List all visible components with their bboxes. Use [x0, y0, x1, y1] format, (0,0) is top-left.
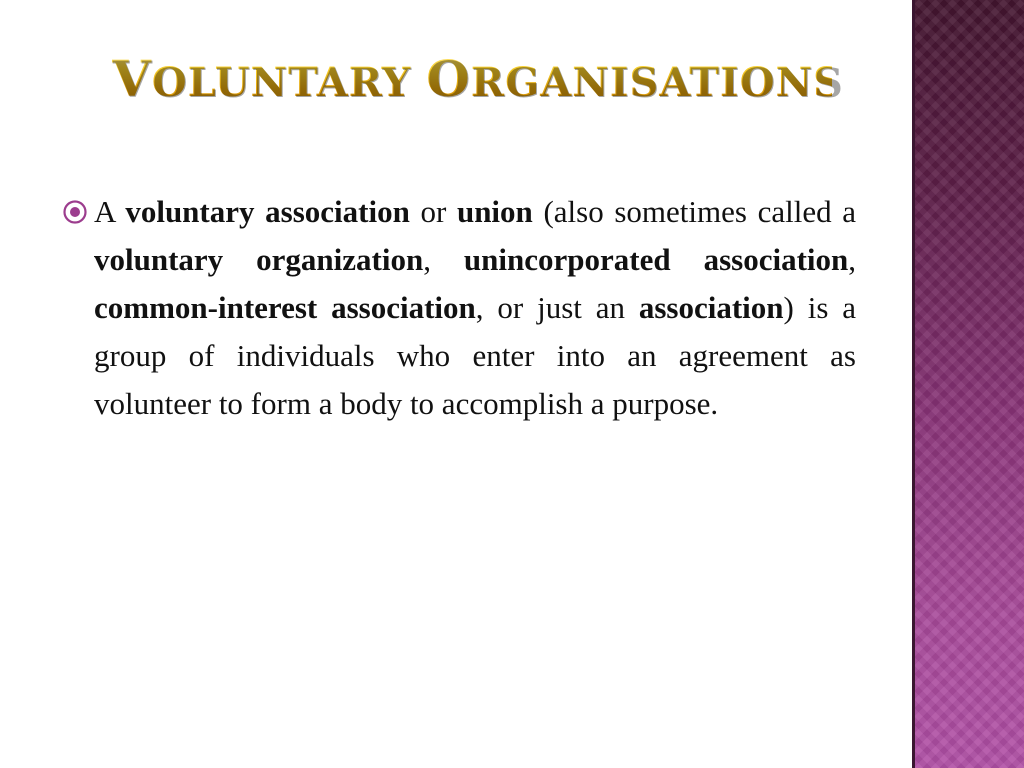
title-initial-v: V: [112, 49, 152, 108]
text-run-8: ,: [848, 242, 856, 277]
title-initial-o: O: [426, 49, 471, 108]
text-run-0: A: [94, 194, 126, 229]
term-unincorporated-association: unincorporated association: [463, 242, 849, 277]
term-voluntary-organization: voluntary organization: [94, 242, 424, 277]
slide-content: [62, 188, 856, 428]
text-run-6: ,: [423, 242, 464, 277]
bullet-item: [62, 188, 856, 428]
text-run-12: ) is a group of individuals who enter into an agreement as volunteer to form a body to accomplish a purpose.: [94, 290, 857, 421]
slide-title: [112, 44, 843, 114]
circled-dot-icon: [62, 199, 88, 225]
term-common-interest-association: common-interest association: [94, 290, 476, 325]
decorative-side-band: [915, 0, 1024, 768]
bullet-paragraph: [94, 188, 856, 428]
title-word-organisations-rest: RGANISATIONS: [470, 59, 843, 106]
text-run-2: or: [409, 194, 457, 229]
text-run-10: , or just an: [475, 290, 639, 325]
term-association: association: [638, 290, 784, 325]
term-voluntary-association: voluntary association: [125, 194, 410, 229]
text-run-4: (also sometimes called a: [532, 194, 856, 229]
term-union: union: [456, 194, 533, 229]
title-word-voluntary-rest: OLUNTARY: [151, 59, 427, 106]
